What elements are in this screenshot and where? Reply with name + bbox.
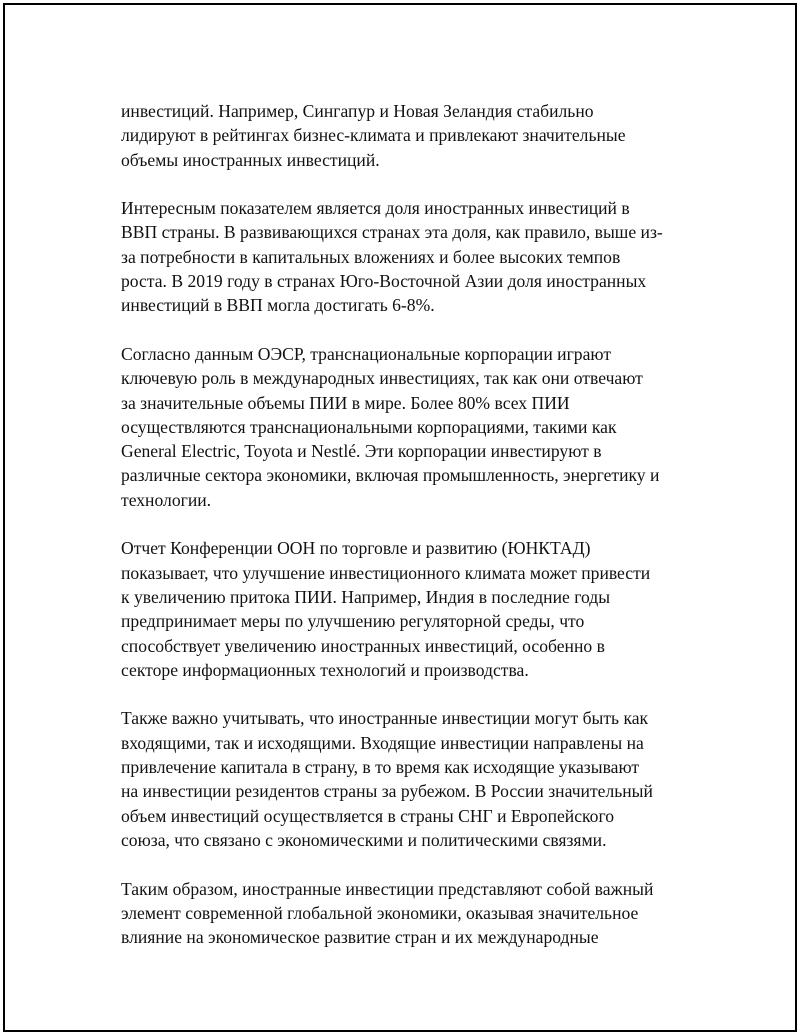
text-line: за значительные объемы ПИИ в мире. Более 80% всех ПИИ (121, 392, 570, 413)
text-line: ВВП страны. В развивающихся странах эта доля, как правило, выше из- (121, 222, 663, 243)
paragraph-6 (121, 877, 693, 950)
text-line: секторе информационных технологий и производства. (121, 659, 529, 680)
text-line: элемент современной глобальной экономики, оказывая значительное (121, 902, 639, 923)
text-line: инвестиций в ВВП могла достигать 6-8%. (121, 295, 435, 316)
text-line: технологии. (121, 489, 212, 510)
text-line: осуществляются транснациональными корпорациями, такими как (121, 416, 617, 437)
text-line: влияние на экономическое развитие стран и их международные (121, 927, 599, 948)
text-line: лидируют в рейтингах бизнес-климата и привлекают значительные (121, 125, 626, 146)
text-line: за потребности в капитальных вложениях и более высоких темпов (121, 246, 621, 267)
text-line: объемы иностранных инвестиций. (121, 149, 380, 170)
text-line: ключевую роль в международных инвестициях, так как они отвечают (121, 368, 643, 389)
text-line: инвестиций. Например, Сингапур и Новая Зеландия стабильно (121, 101, 594, 121)
text-line: Также важно учитывать, что иностранные инвестиции могут быть как (121, 708, 649, 729)
text-line: различные сектора экономики, включая промышленность, энергетику и (121, 465, 660, 486)
paragraph-3 (121, 342, 693, 512)
paragraph-1 (121, 99, 693, 172)
text-line: General Electric, Toyota и Nestlé. Эти корпорации инвестируют в (121, 441, 602, 462)
paragraph-2 (121, 196, 693, 317)
text-line: привлечение капитала в страну, в то время как исходящие указывают (121, 757, 640, 778)
document-page (3, 3, 797, 1032)
text-line: Интересным показателем является доля иностранных инвестиций в (121, 198, 630, 219)
text-line: объем инвестиций осуществляется в страны СНГ и Европейского (121, 805, 615, 826)
text-line: предпринимает меры по улучшению регуляторной среды, что (121, 611, 585, 632)
text-line: союза, что связано с экономическими и политическими связями. (121, 829, 607, 850)
paragraph-4 (121, 536, 693, 682)
paragraph-5 (121, 706, 693, 852)
text-line: роста. В 2019 году в странах Юго-Восточной Азии доля иностранных (121, 271, 647, 292)
text-line: на инвестиции резидентов страны за рубежом. В России значительный (121, 781, 653, 802)
text-line: к увеличению притока ПИИ. Например, Индия в последние годы (121, 586, 611, 607)
document-body (121, 99, 693, 974)
text-line: показывает, что улучшение инвестиционного климата может привести (121, 562, 651, 583)
text-line: Отчет Конференции ООН по торговле и развитию (ЮНКТАД) (121, 538, 591, 559)
text-line: Согласно данным ОЭСР, транснациональные корпорации играют (121, 343, 612, 364)
text-line: Таким образом, иностранные инвестиции представляют собой важный (121, 878, 654, 899)
text-line: способствует увеличению иностранных инвестиций, особенно в (121, 635, 605, 656)
text-line: входящими, так и исходящими. Входящие инвестиции направлены на (121, 732, 644, 753)
